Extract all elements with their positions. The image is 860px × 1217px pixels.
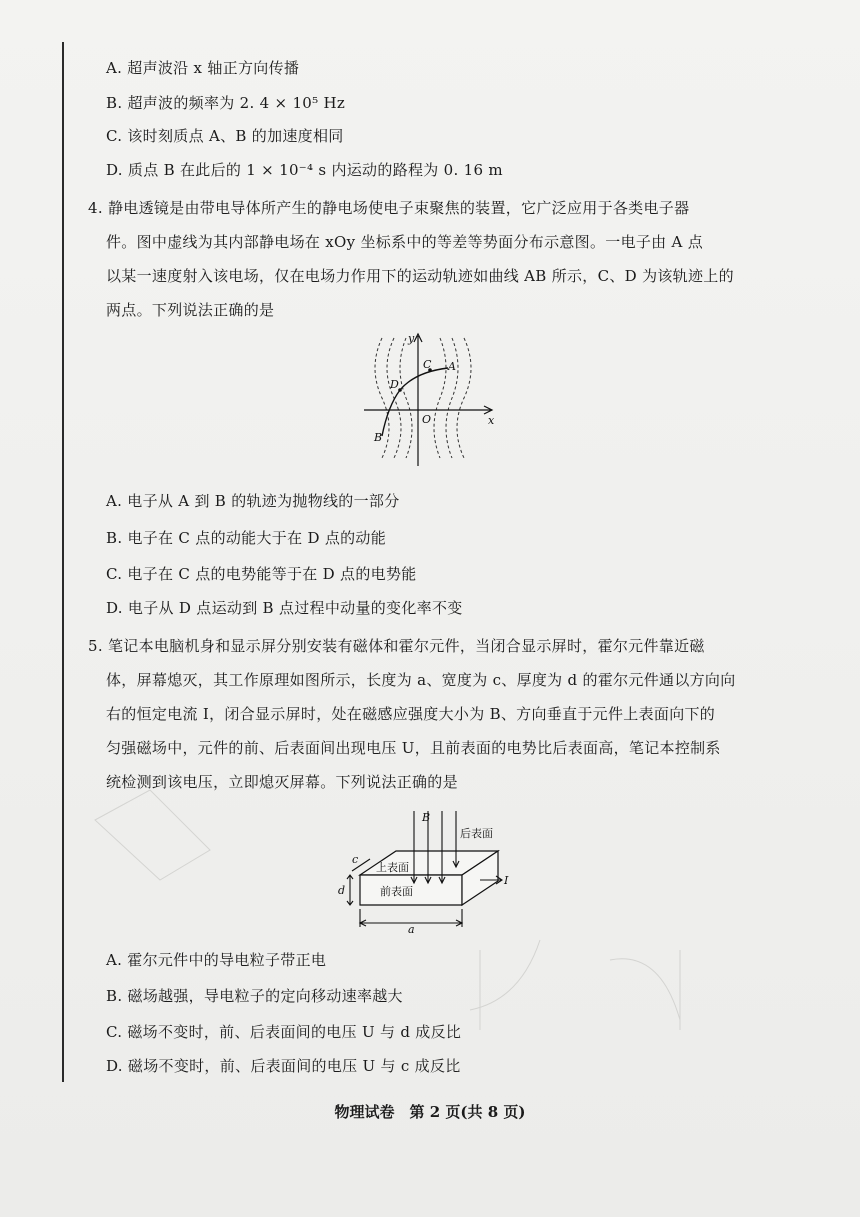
current-i-label: I: [504, 874, 509, 887]
front-surface-label: 前表面: [380, 885, 413, 898]
q4-option-b: B. 电子在 C 点的动能大于在 D 点的动能: [106, 529, 387, 547]
q3-option-c: C. 该时刻质点 A、B 的加速度相同: [106, 127, 344, 145]
hall-element-figure: [330, 805, 530, 935]
q5-stem-line-3: 右的恒定电流 I，闭合显示屏时，处在磁感应强度大小为 B、方向垂直于元件上表面向下的: [106, 705, 716, 723]
x-axis-label: x: [488, 414, 495, 427]
point-b-label: B: [374, 431, 383, 444]
q4-stem-line-4: 两点。下列说法正确的是: [106, 301, 275, 319]
q3-option-b: B. 超声波的频率为 2. 4 × 10⁵ Hz: [106, 94, 346, 112]
width-c-label: c: [352, 853, 359, 866]
q4-option-d: D. 电子从 D 点运动到 B 点过程中动量的变化率不变: [106, 599, 463, 617]
q4-option-c: C. 电子在 C 点的电势能等于在 D 点的电势能: [106, 565, 417, 583]
q5-option-b: B. 磁场越强，导电粒子的定向移动速率越大: [106, 987, 403, 1005]
q3-option-a: A. 超声波沿 x 轴正方向传播: [106, 59, 300, 77]
q5-stem-line-1: 5. 笔记本电脑机身和显示屏分别安装有磁体和霍尔元件，当闭合显示屏时，霍尔元件靠近磁: [88, 637, 705, 655]
thickness-d-label: d: [338, 884, 346, 897]
field-b-label: B: [422, 811, 431, 824]
binding-margin-line: [62, 42, 64, 1082]
q3-option-d: D. 质点 B 在此后的 1 × 10⁻⁴ s 内运动的路程为 0. 16 m: [106, 161, 503, 179]
q4-option-a: A. 电子从 A 到 B 的轨迹为抛物线的一部分: [106, 492, 400, 510]
back-surface-label: 后表面: [460, 827, 493, 840]
origin-label: O: [422, 413, 432, 426]
q5-option-c: C. 磁场不变时，前、后表面间的电压 U 与 d 成反比: [106, 1023, 462, 1041]
page-footer: 物理试卷 第 2 页(共 8 页): [334, 1103, 526, 1121]
q5-option-a: A. 霍尔元件中的导电粒子带正电: [106, 951, 327, 969]
point-c-label: C: [423, 358, 432, 371]
q4-stem-line-3: 以某一速度射入该电场，仅在电场力作用下的运动轨迹如曲线 AB 所示，C、D 为该轨迹上的: [106, 267, 734, 285]
q5-stem-line-4: 匀强磁场中，元件的前、后表面间出现电压 U，且前表面的电势比后表面高，笔记本控制系: [106, 739, 721, 757]
point-d-label: D: [390, 378, 399, 391]
q5-stem-line-5: 统检测到该电压，立即熄灭屏幕。下列说法正确的是: [106, 773, 458, 791]
electrostatic-lens-figure: [360, 330, 500, 470]
point-a-label: A: [448, 360, 456, 373]
q4-stem-line-1: 4. 静电透镜是由带电导体所产生的静电场使电子束聚焦的装置，它广泛应用于各类电子器: [88, 199, 690, 217]
q5-option-d: D. 磁场不变时，前、后表面间的电压 U 与 c 成反比: [106, 1057, 461, 1075]
q4-stem-line-2: 件。图中虚线为其内部静电场在 xOy 坐标系中的等差等势面分布示意图。一电子由 A 点: [106, 233, 704, 251]
top-surface-label: 上表面: [376, 861, 409, 874]
q5-stem-line-2: 体，屏幕熄灭，其工作原理如图所示，长度为 a、宽度为 c、厚度为 d 的霍尔元件通以方向向: [106, 671, 736, 689]
length-a-label: a: [408, 923, 415, 935]
y-axis-label: y: [408, 332, 415, 345]
